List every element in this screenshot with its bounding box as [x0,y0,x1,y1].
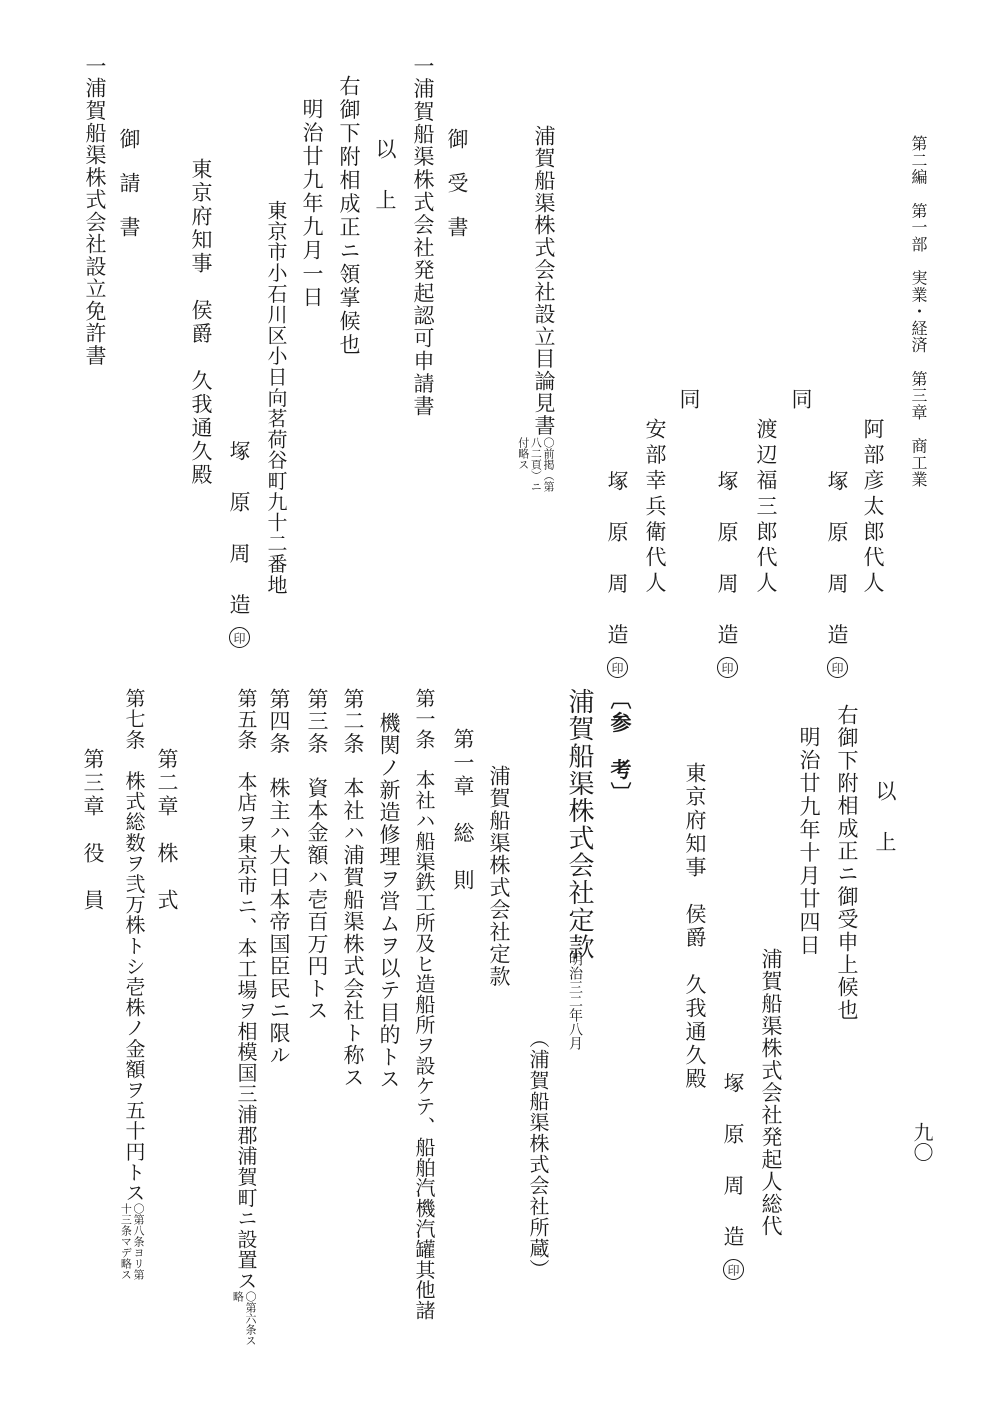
chapter-1-heading: 第一章 総 則 [451,728,475,893]
seal-icon: 印 [827,657,848,678]
proxy3-name: 安部幸兵衛代人 [643,418,667,598]
proxy2-name: 渡辺福三郎代人 [754,418,778,598]
prospectus-title [516,125,556,497]
seal-icon: 印 [229,627,250,648]
seal-icon: 印 [607,657,628,678]
article-5 [230,688,256,1351]
article-3: 第三条 資本金額ハ壱百万円トス [305,688,329,1022]
petition-item: 一浦賀船渠株式会社設立免許書 [83,55,107,367]
receipt-item: 一浦賀船渠株式会社発起認可申請書 [411,55,435,418]
date-1: 明治廿九年九月一日 [300,98,324,310]
article-7 [118,688,144,1281]
article-5-text: 第五条 本店ヲ東京市ニ、本工場ヲ相模国三浦郡浦賀町ニ設置ス [234,688,258,1292]
prospectus-title-text: 浦賀船渠株式会社設立目論見書 [532,125,556,437]
signature-text: 塚 原 周 造 [825,470,849,650]
prospectus-note: 〇前掲（第八二頁）ニ付略ス [516,436,555,492]
petition-heading: 御請書 [117,128,141,261]
receipt-heading: 御受書 [445,128,469,261]
signature-text: 塚 原 周 造 [721,1072,745,1252]
articles-date: 明治三二年八月 [567,952,583,1050]
date-2: 明治廿九年十月廿四日 [797,726,821,957]
signature-2 [722,1072,744,1280]
article-7-text: 第七条 株式総数ヲ弐万株トシ壱株ノ金額ヲ五十円トス [122,688,146,1203]
ijo-2: 以 上 [873,780,897,857]
address: 東京市小石川区小日向茗荷谷町九十二番地 [264,200,288,596]
proxy1-name: 阿部彦太郎代人 [861,418,885,598]
governor-2: 東京府知事 侯爵 久我通久殿 [683,762,707,1092]
signature-text: 塚 原 周 造 [605,470,629,650]
proxy1-signature [826,470,848,678]
article-5-note: 〇第六条ス略 [231,1291,257,1347]
ijo-1: 以 上 [373,138,397,215]
article-7-note: 〇第八条ヨリ第十三条マデ略ス [119,1203,145,1280]
articles-title: 浦賀船渠株式会社定款 [564,688,594,961]
articles-subtitle: 浦賀船渠株式会社定款 [487,765,511,988]
article-1-continued: 機関ノ新造修理ヲ営ムヲ以テ目的トス [377,712,401,1091]
proxy2-signature [716,470,738,678]
article-1: 第一条 本社ハ船渠鉄工所及ヒ造船所ヲ設ケテ、船舶汽機汽罐其他諸 [412,688,436,1321]
proxy3-signature [606,470,628,678]
seal-icon: 印 [723,1259,744,1280]
same-mark-2: 同 [677,388,701,414]
article-2: 第二条 本社ハ浦賀船渠株式会社ト称ス [341,688,365,1089]
reference-label: 〔参 考〕 [608,688,633,806]
same-mark-1: 同 [789,388,813,414]
petition-text: 右御下附相成正ニ御受申上候也 [835,704,859,1022]
seal-icon: 印 [717,657,738,678]
company-representative: 浦賀船渠株式会社発起人総代 [759,948,783,1238]
receipt-text: 右御下附相成正ニ領掌候也 [337,75,361,358]
governor-1: 東京府知事 侯爵 久我通久殿 [189,158,213,488]
running-header: 第二編 第一部 実業・経済 第三章 商工業 [909,135,928,488]
article-4: 第四条 株主ハ大日本帝国臣民ニ限ル [267,688,291,1067]
chapter-2-heading: 第二章 株 式 [155,748,179,913]
signature-text: 塚 原 周 造 [715,470,739,650]
signature-text: 塚 原 周 造 [227,440,251,620]
signature-1 [228,440,250,648]
source-note: （浦賀船渠株式会社所蔵） [526,1028,550,1280]
chapter-3-heading: 第三章 役 員 [81,748,105,913]
page-number: 九〇 [910,1122,934,1162]
